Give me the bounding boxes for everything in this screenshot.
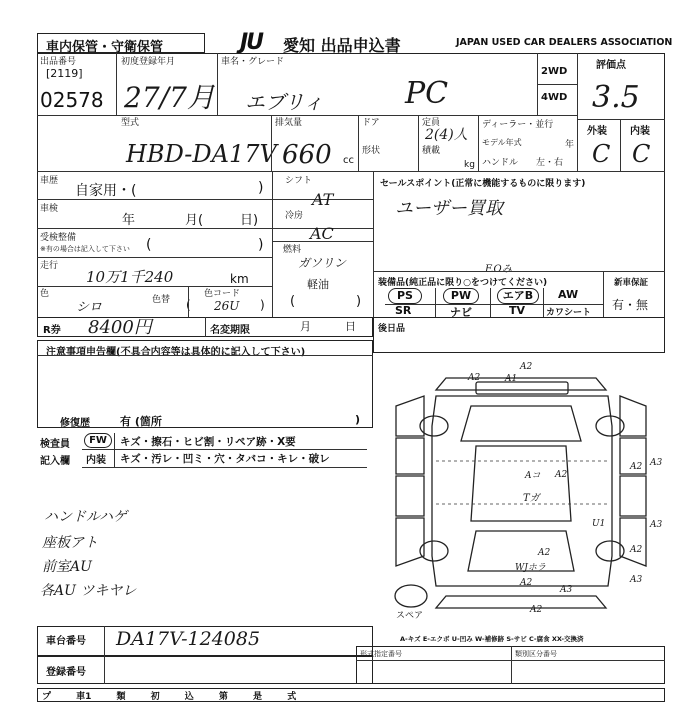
checker-fw: FW	[84, 433, 112, 448]
car-grade: PC	[405, 76, 449, 111]
guarantee-close: )	[258, 237, 264, 253]
interior-label: 内装	[630, 126, 650, 137]
repair-label: 修復歴	[60, 418, 90, 429]
guarantee-open: (	[146, 237, 152, 253]
damage-legend: A-キズ E-エクボ U-凹み W-補修跡 S-サビ C-腐食 XX-交換済	[400, 635, 584, 643]
usage-value: 自家用・(	[75, 183, 137, 199]
mileage-label: 走行	[40, 261, 59, 271]
name-change-day: 日	[345, 320, 356, 333]
registration-label: 初度登録年月	[121, 57, 176, 67]
damage-mark: A3	[650, 458, 663, 468]
inspection-year: 年	[122, 213, 136, 228]
name-change-label: 名変期限	[210, 325, 250, 336]
equip-ps: PS	[388, 288, 422, 304]
fuel-close: )	[356, 294, 362, 309]
reg-label: 登録番号	[46, 667, 86, 678]
fuel-gasoline: ガソリン	[298, 256, 347, 270]
color-open: (	[186, 298, 191, 312]
load-label: 積載	[422, 146, 441, 156]
shift-value: AT	[312, 190, 334, 209]
fuel-open: (	[290, 294, 296, 309]
form-shape-label: 形状	[362, 146, 381, 156]
color-label: 色	[40, 289, 50, 299]
cooling-value: AC	[310, 224, 334, 243]
equip-seat: カワシート	[546, 308, 592, 318]
displacement-value: 660	[282, 140, 332, 170]
type-value: HBD-DA17V	[126, 140, 277, 168]
damage-mark: A1	[505, 374, 518, 384]
damage-mark: A2	[630, 462, 643, 472]
equip-sr: SR	[395, 304, 412, 317]
notes-label: 注意事項申告欄(不具合内容等は具体的に記入して下さい)	[46, 347, 306, 358]
exterior-value: C	[592, 140, 611, 168]
color-code-value: 26U	[214, 299, 240, 313]
equip-aw: AW	[558, 288, 579, 301]
score-label: 評価点	[596, 60, 626, 71]
color-value: シロ	[76, 300, 103, 315]
sales-point-label: セールスポイント(正常に機能するものに限ります)	[380, 179, 586, 189]
lot-number: 02578	[40, 88, 104, 112]
recycle-label: R券	[43, 325, 61, 336]
damage-mark: A2	[468, 373, 481, 383]
dealer-label: ディーラー・並行	[482, 120, 554, 130]
inspection-label: 車検	[40, 204, 59, 214]
color-change-label: 色替	[152, 295, 171, 305]
usage-label: 車歴	[40, 176, 59, 186]
color-close: )	[260, 298, 265, 312]
drive-2wd: 2WD	[541, 66, 568, 77]
exterior-label: 外装	[587, 126, 607, 137]
doors-label: ドア	[362, 118, 380, 128]
mileage-unit: km	[230, 272, 249, 286]
registration-value: 27/7月	[124, 81, 215, 114]
damage-mark: A2	[630, 545, 643, 555]
post-install-box	[373, 317, 665, 353]
model-year-label: モデル年式	[482, 138, 522, 147]
type-label: 型式	[121, 118, 140, 128]
inspection-month: 月(	[185, 213, 204, 228]
repair-value: 有 (箇所	[120, 415, 162, 428]
damage-mark: Aコ	[525, 471, 541, 481]
damage-mark: A2	[530, 605, 543, 615]
capacity-label: 定員	[422, 118, 441, 128]
note-line-3: 前室AU	[42, 559, 92, 575]
car-name-label: 車名・グレード	[221, 57, 285, 67]
sales-point-extra: F.Oみ	[485, 264, 512, 275]
note-line-2: 座板アト	[42, 535, 98, 551]
shift-label: シフト	[285, 176, 313, 186]
drive-4wd: 4WD	[541, 92, 568, 103]
form-title: 愛知 出品申込書	[283, 36, 401, 55]
checker-label-1: 検査員	[40, 439, 70, 450]
checker-label-2: 記入欄	[40, 456, 70, 467]
score-value: 3.5	[592, 80, 640, 115]
car-model: エブリィ	[245, 90, 324, 114]
damage-mark: WJホラ	[515, 563, 546, 573]
equip-airbag: エアB	[497, 288, 539, 304]
fuel-label: 燃料	[283, 245, 302, 255]
damage-mark: A2	[520, 578, 533, 588]
note-line-4: 各AU ツキヤレ	[40, 583, 137, 599]
cooling-label: 冷房	[285, 211, 304, 221]
equip-pw: PW	[443, 288, 479, 304]
recycle-value: 8400円	[88, 317, 152, 338]
checker-interior: 内装	[86, 455, 106, 466]
spare-label: スペア	[396, 611, 424, 621]
damage-mark: A2	[520, 362, 533, 372]
storage-box: 車内保管・守衛保管	[37, 33, 205, 53]
guarantee-note: ※有の場合は記入して下さい	[40, 245, 130, 253]
checker-row2: キズ・汚レ・凹ミ・穴・タバコ・キレ・破レ	[120, 453, 330, 465]
capacity-value: 2(4)人	[425, 127, 468, 143]
chassis-value: DA17V-124085	[116, 628, 261, 650]
damage-mark: U1	[592, 519, 606, 529]
inspection-day: 日)	[240, 213, 259, 228]
ju-logo: JU	[240, 30, 263, 55]
interior-value: C	[632, 140, 651, 168]
note-line-1: ハンドルハゲ	[44, 509, 128, 525]
name-change-month: 月	[300, 320, 311, 333]
reg-row	[37, 656, 373, 684]
equip-navi: ナビ	[450, 306, 472, 319]
chassis-label: 車台番号	[46, 636, 86, 647]
color-code-label: 色コード	[204, 289, 241, 299]
new-car-warranty-value: 有・無	[612, 298, 649, 312]
post-install-label: 後日品	[378, 324, 406, 334]
mileage-value: 10万1千240	[86, 268, 174, 286]
fuel-diesel: 軽油	[307, 278, 329, 291]
lot-sub-number: [2119]	[46, 67, 83, 80]
damage-mark: A3	[630, 575, 643, 585]
guarantee-label: 受検整備	[40, 233, 77, 243]
sales-point-value: ユーザー買取	[395, 198, 503, 219]
usage-close: )	[258, 180, 264, 196]
footer-text: プ 車1 類 初 込 第 是 式	[42, 692, 297, 702]
new-car-warranty-label: 新車保証	[614, 278, 649, 288]
damage-mark: Tガ	[523, 493, 540, 504]
association-name: JAPAN USED CAR DEALERS ASSOCIATION	[456, 37, 673, 48]
displacement-label: 排気量	[275, 118, 303, 128]
lot-label: 出品番号	[40, 57, 77, 67]
damage-mark: A3	[650, 520, 663, 530]
handle-label: ハンドル	[482, 158, 519, 168]
handle-options: 左・右	[536, 158, 564, 168]
damage-mark: A3	[560, 585, 573, 595]
kg-unit: kg	[464, 160, 475, 170]
damage-mark: A2	[538, 548, 551, 558]
damage-mark: A2	[555, 470, 568, 480]
form-spec-label: 形式指定番号	[360, 650, 402, 658]
year-unit: 年	[565, 140, 575, 150]
equipment-label: 装備品(純正品に限り○をつけてください)	[378, 278, 548, 288]
checker-row1: キズ・擦石・ヒビ割・リペア跡・X要	[120, 436, 296, 448]
displacement-unit: cc	[343, 155, 354, 166]
class-spec-label: 類別区分番号	[515, 650, 557, 658]
repair-close: )	[355, 413, 361, 426]
equip-tv: TV	[509, 304, 526, 317]
